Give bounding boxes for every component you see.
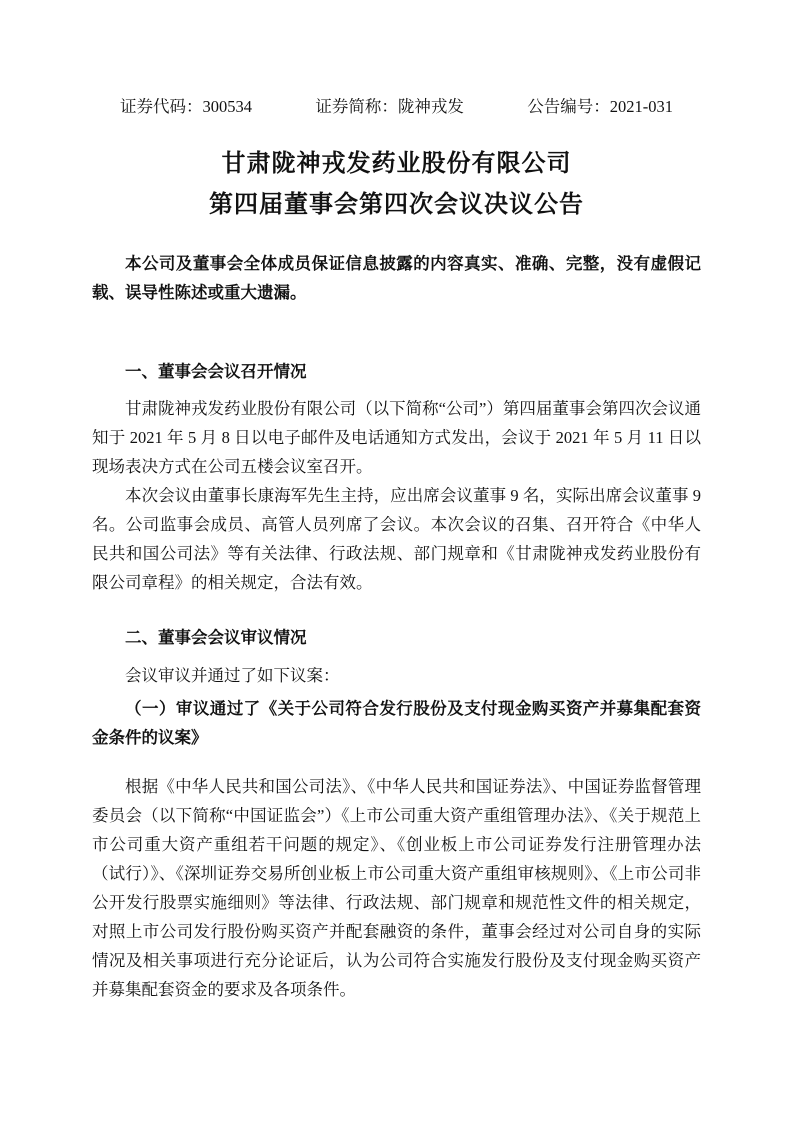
section2-intro: 会议审议并通过了如下议案：	[125, 666, 340, 685]
resolution-item1-body: 根据《中华人民共和国公司法》、《中华人民共和国证券法》、中国证券监督管理委员会（以下简称“中国证监会”）《上市公司重大资产重组管理办法》、《关于规范上市公司重大资产重组若干问题的规定》、《创业板上市公司证券发行注册管理办法（试行）》、《深圳证券交易所创业板上市公司重大资产重组审核规则》、《上市公司非公开发行股票实施细则》等法律、行政法规、部门规章和规范性文件的相关规定，对照上市公司发行股份购买资产并配套融资的条件，董事会经过对公司自身的实际情况及相关事项进行充分论证后，认为公司符合实施发行股份及支付现金购买资产并募集配套资金的要求及各项条件。	[92, 777, 701, 999]
document-title-line1: 甘肃陇神戎发药业股份有限公司	[221, 151, 572, 177]
announcement-number: 公告编号：2021-031	[527, 97, 673, 116]
resolution-item1-title: （一）审议通过了《关于公司符合发行股份及支付现金购买资产并募集配套资金条件的议案》	[92, 699, 701, 747]
section1-paragraph-attendance: 本次会议由董事长康海军先生主持，应出席会议董事 9 名，实际出席会议董事 9 名。公司监事会成员、高管人员列席了会议。本次会议的召集、召开符合《中华人民共和国公司法》等有关法律、行政法规、部门规章和《甘肃陇神戎发药业股份有限公司章程》的相关规定，合法有效。	[92, 486, 701, 592]
section2-heading: 二、董事会会议审议情况	[125, 628, 307, 647]
doc-header	[92, 97, 701, 116]
section1-paragraph-convening: 甘肃陇神戎发药业股份有限公司（以下简称“公司”）第四届董事会第四次会议通知于 2021 年 5 月 8 日以电子邮件及电话通知方式发出，会议于 2021 年 5 月 11 日以现场表决方式在公司五楼会议室召开。	[92, 399, 701, 476]
document-title	[92, 144, 701, 226]
stock-code: 证券代码：300534	[120, 97, 252, 116]
stock-short-name: 证券简称：陇神戎发	[315, 97, 464, 116]
document-title-line2: 第四届董事会第四次会议决议公告	[209, 192, 584, 218]
truthfulness-declaration: 本公司及董事会全体成员保证信息披露的内容真实、准确、完整，没有虚假记载、误导性陈述或重大遗漏。	[92, 254, 701, 302]
section1-heading: 一、董事会会议召开情况	[125, 362, 307, 381]
